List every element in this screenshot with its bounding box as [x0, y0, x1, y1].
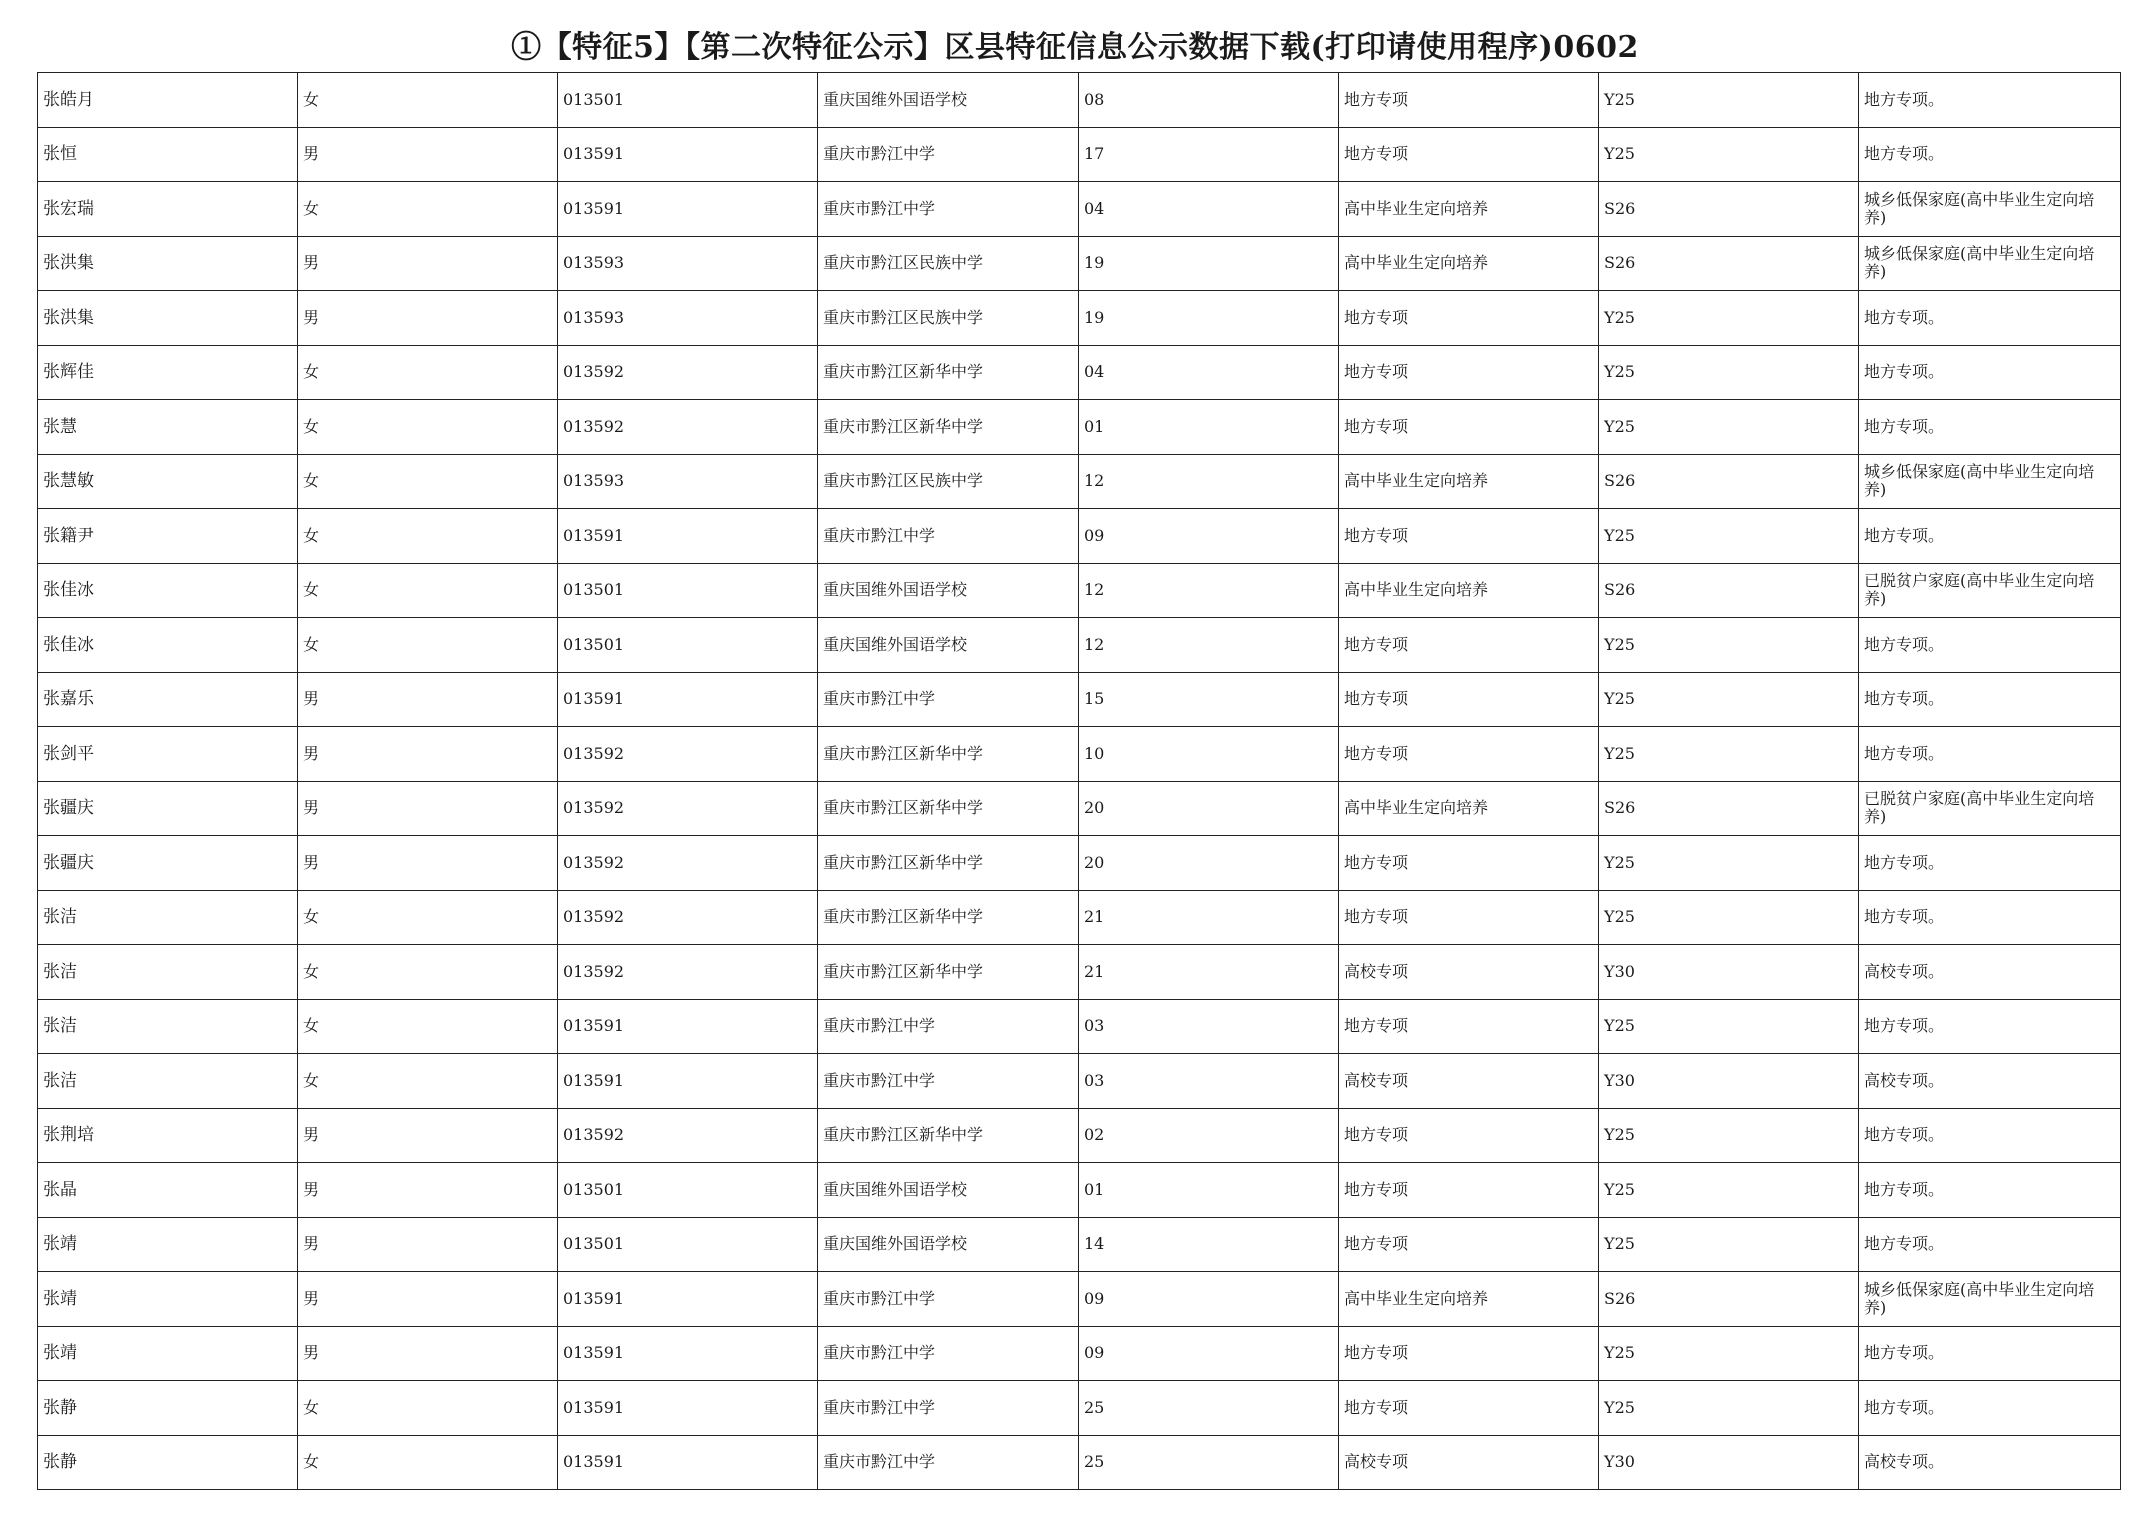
- data-table: [37, 72, 2121, 1490]
- cell-school-code: 013501: [558, 563, 818, 618]
- cell-school: 重庆市黔江区新华中学: [818, 781, 1079, 836]
- cell-name: 张佳冰: [38, 618, 298, 673]
- cell-gender: 男: [298, 836, 558, 891]
- cell-category: 地方专项: [1339, 672, 1599, 727]
- table-row: [38, 890, 2121, 945]
- cell-code: Y25: [1599, 618, 1859, 673]
- cell-name: 张洁: [38, 945, 298, 1000]
- cell-gender: 男: [298, 291, 558, 346]
- table-row: [38, 1326, 2121, 1381]
- cell-school: 重庆国维外国语学校: [818, 1217, 1079, 1272]
- cell-code: S26: [1599, 454, 1859, 509]
- cell-category: 高中毕业生定向培养: [1339, 182, 1599, 237]
- cell-school: 重庆市黔江区新华中学: [818, 345, 1079, 400]
- cell-remark: 地方专项。: [1859, 345, 2121, 400]
- cell-remark: 地方专项。: [1859, 1326, 2121, 1381]
- cell-school: 重庆市黔江中学: [818, 1435, 1079, 1490]
- table-row: [38, 836, 2121, 891]
- cell-name: 张恒: [38, 127, 298, 182]
- cell-remark: 地方专项。: [1859, 672, 2121, 727]
- cell-school: 重庆国维外国语学校: [818, 73, 1079, 128]
- cell-category: 地方专项: [1339, 890, 1599, 945]
- cell-class: 25: [1079, 1381, 1339, 1436]
- cell-class: 21: [1079, 890, 1339, 945]
- cell-category: 地方专项: [1339, 509, 1599, 564]
- cell-gender: 男: [298, 1272, 558, 1327]
- cell-remark: 地方专项。: [1859, 73, 2121, 128]
- cell-class: 21: [1079, 945, 1339, 1000]
- cell-class: 10: [1079, 727, 1339, 782]
- cell-gender: 男: [298, 236, 558, 291]
- cell-school: 重庆市黔江中学: [818, 1054, 1079, 1109]
- cell-code: Y25: [1599, 999, 1859, 1054]
- cell-category: 地方专项: [1339, 1217, 1599, 1272]
- cell-gender: 女: [298, 618, 558, 673]
- cell-remark: 城乡低保家庭(高中毕业生定向培养): [1859, 454, 2121, 509]
- cell-remark: 城乡低保家庭(高中毕业生定向培养): [1859, 236, 2121, 291]
- cell-class: 03: [1079, 999, 1339, 1054]
- cell-gender: 男: [298, 127, 558, 182]
- cell-code: Y30: [1599, 1435, 1859, 1490]
- cell-gender: 男: [298, 1108, 558, 1163]
- table-row: [38, 127, 2121, 182]
- cell-code: Y25: [1599, 890, 1859, 945]
- cell-name: 张静: [38, 1381, 298, 1436]
- cell-class: 14: [1079, 1217, 1339, 1272]
- cell-school-code: 013592: [558, 836, 818, 891]
- cell-code: Y25: [1599, 509, 1859, 564]
- cell-class: 04: [1079, 182, 1339, 237]
- cell-name: 张疆庆: [38, 781, 298, 836]
- cell-remark: 地方专项。: [1859, 1108, 2121, 1163]
- cell-school-code: 013591: [558, 999, 818, 1054]
- table-row: [38, 182, 2121, 237]
- cell-category: 地方专项: [1339, 836, 1599, 891]
- cell-category: 地方专项: [1339, 291, 1599, 346]
- cell-code: S26: [1599, 781, 1859, 836]
- cell-category: 高中毕业生定向培养: [1339, 454, 1599, 509]
- table-row: [38, 999, 2121, 1054]
- cell-code: Y30: [1599, 945, 1859, 1000]
- cell-name: 张籍尹: [38, 509, 298, 564]
- cell-name: 张慧: [38, 400, 298, 455]
- table-row: [38, 400, 2121, 455]
- table-row: [38, 1435, 2121, 1490]
- cell-code: Y25: [1599, 1163, 1859, 1218]
- cell-remark: 地方专项。: [1859, 999, 2121, 1054]
- cell-code: Y25: [1599, 1217, 1859, 1272]
- cell-name: 张静: [38, 1435, 298, 1490]
- cell-school: 重庆市黔江区新华中学: [818, 1108, 1079, 1163]
- cell-class: 09: [1079, 1326, 1339, 1381]
- cell-school-code: 013593: [558, 291, 818, 346]
- cell-class: 25: [1079, 1435, 1339, 1490]
- page-title: ①【特征5】【第二次特征公示】区县特征信息公示数据下载(打印请使用程序)0602: [511, 30, 1639, 65]
- cell-school: 重庆市黔江中学: [818, 127, 1079, 182]
- cell-class: 19: [1079, 291, 1339, 346]
- cell-name: 张洁: [38, 890, 298, 945]
- cell-name: 张荆培: [38, 1108, 298, 1163]
- cell-class: 02: [1079, 1108, 1339, 1163]
- cell-class: 04: [1079, 345, 1339, 400]
- cell-school: 重庆市黔江区新华中学: [818, 727, 1079, 782]
- cell-school-code: 013501: [558, 1217, 818, 1272]
- cell-school: 重庆市黔江区新华中学: [818, 945, 1079, 1000]
- cell-name: 张靖: [38, 1217, 298, 1272]
- cell-name: 张宏瑞: [38, 182, 298, 237]
- cell-name: 张晶: [38, 1163, 298, 1218]
- cell-category: 高校专项: [1339, 1054, 1599, 1109]
- cell-category: 高中毕业生定向培养: [1339, 236, 1599, 291]
- table-row: [38, 945, 2121, 1000]
- cell-gender: 男: [298, 1163, 558, 1218]
- cell-gender: 女: [298, 999, 558, 1054]
- cell-code: Y25: [1599, 1326, 1859, 1381]
- cell-school: 重庆国维外国语学校: [818, 1163, 1079, 1218]
- cell-remark: 高校专项。: [1859, 1054, 2121, 1109]
- cell-gender: 女: [298, 563, 558, 618]
- cell-category: 地方专项: [1339, 1163, 1599, 1218]
- table-row: [38, 345, 2121, 400]
- cell-school: 重庆市黔江中学: [818, 1381, 1079, 1436]
- cell-school: 重庆市黔江区新华中学: [818, 836, 1079, 891]
- cell-name: 张洁: [38, 999, 298, 1054]
- cell-gender: 男: [298, 672, 558, 727]
- cell-class: 09: [1079, 1272, 1339, 1327]
- cell-class: 01: [1079, 400, 1339, 455]
- table-row: [38, 672, 2121, 727]
- cell-school-code: 013592: [558, 345, 818, 400]
- cell-class: 12: [1079, 618, 1339, 673]
- cell-category: 地方专项: [1339, 999, 1599, 1054]
- cell-category: 高校专项: [1339, 1435, 1599, 1490]
- cell-school: 重庆国维外国语学校: [818, 618, 1079, 673]
- table-row: [38, 618, 2121, 673]
- cell-school: 重庆市黔江中学: [818, 509, 1079, 564]
- table-row: [38, 1217, 2121, 1272]
- cell-remark: 城乡低保家庭(高中毕业生定向培养): [1859, 1272, 2121, 1327]
- cell-gender: 女: [298, 890, 558, 945]
- cell-school-code: 013591: [558, 1381, 818, 1436]
- cell-code: S26: [1599, 182, 1859, 237]
- cell-category: 地方专项: [1339, 1381, 1599, 1436]
- table-row: [38, 1108, 2121, 1163]
- cell-category: 地方专项: [1339, 345, 1599, 400]
- cell-name: 张辉佳: [38, 345, 298, 400]
- cell-code: Y25: [1599, 127, 1859, 182]
- cell-class: 01: [1079, 1163, 1339, 1218]
- cell-remark: 城乡低保家庭(高中毕业生定向培养): [1859, 182, 2121, 237]
- cell-remark: 高校专项。: [1859, 945, 2121, 1000]
- cell-name: 张洪集: [38, 291, 298, 346]
- cell-class: 20: [1079, 836, 1339, 891]
- cell-remark: 地方专项。: [1859, 1217, 2121, 1272]
- cell-code: Y25: [1599, 1108, 1859, 1163]
- table-row: [38, 781, 2121, 836]
- cell-school-code: 013592: [558, 727, 818, 782]
- cell-gender: 女: [298, 182, 558, 237]
- cell-code: Y25: [1599, 345, 1859, 400]
- cell-category: 高校专项: [1339, 945, 1599, 1000]
- cell-gender: 女: [298, 1381, 558, 1436]
- cell-school: 重庆市黔江区民族中学: [818, 454, 1079, 509]
- cell-school-code: 013591: [558, 182, 818, 237]
- cell-category: 地方专项: [1339, 400, 1599, 455]
- cell-school-code: 013592: [558, 945, 818, 1000]
- cell-class: 12: [1079, 454, 1339, 509]
- cell-name: 张剑平: [38, 727, 298, 782]
- cell-class: 08: [1079, 73, 1339, 128]
- cell-remark: 地方专项。: [1859, 1381, 2121, 1436]
- cell-school: 重庆国维外国语学校: [818, 563, 1079, 618]
- table-row: [38, 454, 2121, 509]
- table-body: [38, 73, 2121, 1490]
- cell-school: 重庆市黔江中学: [818, 1326, 1079, 1381]
- cell-category: 地方专项: [1339, 1326, 1599, 1381]
- cell-code: S26: [1599, 1272, 1859, 1327]
- cell-code: Y25: [1599, 836, 1859, 891]
- cell-code: Y25: [1599, 400, 1859, 455]
- table-row: [38, 1054, 2121, 1109]
- cell-remark: 高校专项。: [1859, 1435, 2121, 1490]
- cell-class: 03: [1079, 1054, 1339, 1109]
- cell-school-code: 013591: [558, 1054, 818, 1109]
- cell-class: 17: [1079, 127, 1339, 182]
- cell-school-code: 013592: [558, 1108, 818, 1163]
- cell-remark: 地方专项。: [1859, 127, 2121, 182]
- cell-school-code: 013592: [558, 890, 818, 945]
- cell-class: 19: [1079, 236, 1339, 291]
- cell-school: 重庆市黔江中学: [818, 182, 1079, 237]
- cell-school: 重庆市黔江中学: [818, 672, 1079, 727]
- cell-school-code: 013591: [558, 1326, 818, 1381]
- table-row: [38, 291, 2121, 346]
- cell-gender: 女: [298, 945, 558, 1000]
- cell-category: 地方专项: [1339, 73, 1599, 128]
- cell-class: 12: [1079, 563, 1339, 618]
- cell-school: 重庆市黔江区新华中学: [818, 400, 1079, 455]
- cell-code: Y25: [1599, 672, 1859, 727]
- cell-school-code: 013591: [558, 127, 818, 182]
- cell-category: 地方专项: [1339, 727, 1599, 782]
- table-row: [38, 1272, 2121, 1327]
- cell-school-code: 013593: [558, 236, 818, 291]
- table-row: [38, 73, 2121, 128]
- cell-school-code: 013501: [558, 1163, 818, 1218]
- cell-category: 高中毕业生定向培养: [1339, 781, 1599, 836]
- cell-remark: 地方专项。: [1859, 400, 2121, 455]
- cell-gender: 男: [298, 1326, 558, 1381]
- cell-gender: 男: [298, 781, 558, 836]
- cell-category: 地方专项: [1339, 618, 1599, 673]
- cell-remark: 已脱贫户家庭(高中毕业生定向培养): [1859, 781, 2121, 836]
- cell-category: 地方专项: [1339, 1108, 1599, 1163]
- cell-school: 重庆市黔江区民族中学: [818, 236, 1079, 291]
- cell-school: 重庆市黔江区民族中学: [818, 291, 1079, 346]
- cell-remark: 地方专项。: [1859, 618, 2121, 673]
- cell-remark: 地方专项。: [1859, 291, 2121, 346]
- cell-name: 张皓月: [38, 73, 298, 128]
- cell-code: S26: [1599, 563, 1859, 618]
- cell-code: Y30: [1599, 1054, 1859, 1109]
- cell-remark: 地方专项。: [1859, 1163, 2121, 1218]
- cell-remark: 地方专项。: [1859, 890, 2121, 945]
- cell-gender: 女: [298, 454, 558, 509]
- cell-school-code: 013592: [558, 781, 818, 836]
- table-row: [38, 727, 2121, 782]
- cell-gender: 女: [298, 1435, 558, 1490]
- cell-gender: 女: [298, 400, 558, 455]
- cell-gender: 女: [298, 1054, 558, 1109]
- cell-gender: 女: [298, 73, 558, 128]
- cell-category: 地方专项: [1339, 127, 1599, 182]
- cell-gender: 女: [298, 509, 558, 564]
- cell-code: S26: [1599, 236, 1859, 291]
- cell-remark: 地方专项。: [1859, 727, 2121, 782]
- cell-name: 张靖: [38, 1326, 298, 1381]
- cell-name: 张疆庆: [38, 836, 298, 891]
- cell-category: 高中毕业生定向培养: [1339, 563, 1599, 618]
- cell-name: 张慧敏: [38, 454, 298, 509]
- cell-name: 张洪集: [38, 236, 298, 291]
- cell-school-code: 013591: [558, 1435, 818, 1490]
- cell-gender: 男: [298, 1217, 558, 1272]
- cell-name: 张嘉乐: [38, 672, 298, 727]
- cell-code: Y25: [1599, 291, 1859, 346]
- cell-gender: 男: [298, 727, 558, 782]
- cell-remark: 地方专项。: [1859, 509, 2121, 564]
- cell-name: 张靖: [38, 1272, 298, 1327]
- cell-name: 张佳冰: [38, 563, 298, 618]
- cell-school-code: 013593: [558, 454, 818, 509]
- cell-remark: 已脱贫户家庭(高中毕业生定向培养): [1859, 563, 2121, 618]
- cell-category: 高中毕业生定向培养: [1339, 1272, 1599, 1327]
- table-row: [38, 1163, 2121, 1218]
- data-table-container: [37, 72, 2120, 1490]
- cell-school-code: 013501: [558, 73, 818, 128]
- cell-code: Y25: [1599, 727, 1859, 782]
- cell-school-code: 013591: [558, 672, 818, 727]
- cell-gender: 女: [298, 345, 558, 400]
- cell-class: 09: [1079, 509, 1339, 564]
- cell-name: 张洁: [38, 1054, 298, 1109]
- cell-remark: 地方专项。: [1859, 836, 2121, 891]
- cell-school: 重庆市黔江中学: [818, 999, 1079, 1054]
- table-row: [38, 509, 2121, 564]
- table-row: [38, 563, 2121, 618]
- cell-code: Y25: [1599, 1381, 1859, 1436]
- table-row: [38, 236, 2121, 291]
- cell-code: Y25: [1599, 73, 1859, 128]
- cell-class: 20: [1079, 781, 1339, 836]
- cell-school-code: 013501: [558, 618, 818, 673]
- cell-school: 重庆市黔江中学: [818, 1272, 1079, 1327]
- cell-class: 15: [1079, 672, 1339, 727]
- cell-school: 重庆市黔江区新华中学: [818, 890, 1079, 945]
- table-row: [38, 1381, 2121, 1436]
- cell-school-code: 013591: [558, 1272, 818, 1327]
- cell-school-code: 013592: [558, 400, 818, 455]
- cell-school-code: 013591: [558, 509, 818, 564]
